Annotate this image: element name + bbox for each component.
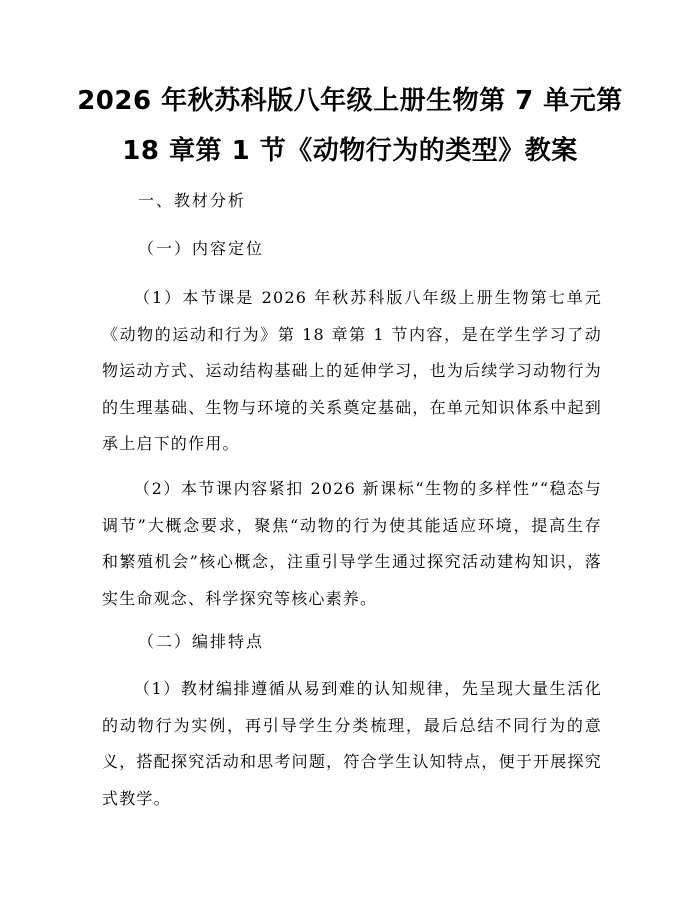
section-heading-textbook-analysis: 一、教材分析 (138, 191, 247, 210)
subsection-heading-content-positioning: （一）内容定位 (138, 239, 265, 258)
paragraph-content-positioning-2: （2）本节课内容紧扣 2026 新课标“生物的多样性”“稳态与调节”大概念要求，聚焦“动物的行为使其能适应环境，提高生存和繁殖机会”核心概念，注重引导学生通过探究活动建构知识，落实生命观念、科学探究等核心素养。 (102, 479, 602, 608)
document-title-line-1: 2026 年秋苏科版八年级上册生物第 7 单元第 (77, 86, 623, 116)
subsection-heading-arrangement-features: （二）编排特点 (138, 632, 265, 651)
document-title-line-2: 18 章第 1 节《动物行为的类型》教案 (122, 136, 578, 166)
paragraph-arrangement-features-1: （1）教材编排遵循从易到难的认知规律，先呈现大量生活化的动物行为实例，再引导学生分类梳理，最后总结不同行为的意义，搭配探究活动和思考问题，符合学生认知特点，便于开展探究式教学。 (102, 679, 602, 808)
paragraph-content-positioning-1: （1）本节课是 2026 年秋苏科版八年级上册生物第七单元《动物的运动和行为》第 18 章第 1 节内容，是在学生学习了动物运动方式、运动结构基础上的延伸学习，也为后续学习动物行为的生理基础、生物与环境的关系奠定基础，在单元知识体系中起到承上启下的作用。 (102, 288, 602, 453)
